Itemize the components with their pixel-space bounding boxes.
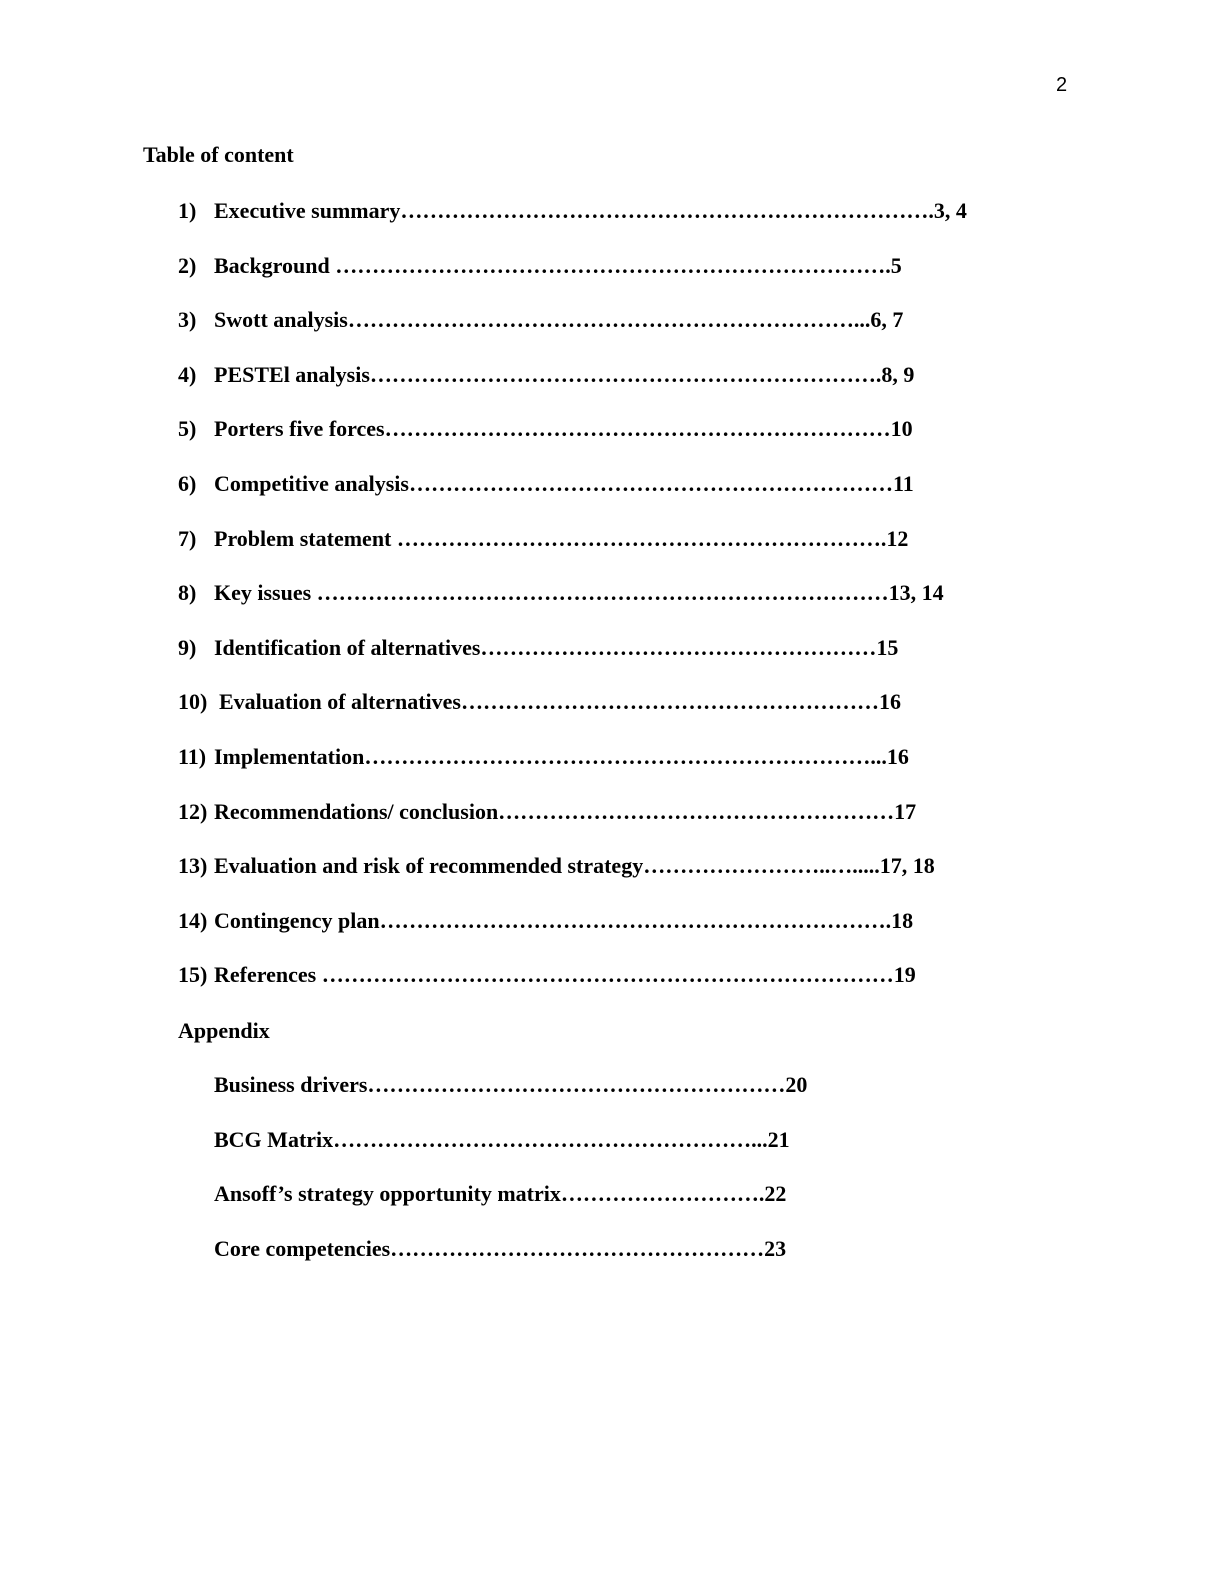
- toc-entry-number: 14): [178, 908, 208, 933]
- toc-title: Table of content: [143, 142, 294, 167]
- toc-entry-text: Problem statement ………………………………………………………….12: [214, 526, 909, 551]
- toc-entry-text: Executive summary……………………………………………………………….3, 4: [214, 198, 967, 223]
- toc-entry-number: 4): [178, 362, 197, 387]
- toc-entry-number: 2): [178, 253, 197, 278]
- toc-entry-number: 6): [178, 471, 197, 496]
- appendix-entry-text: BCG Matrix…………………………………………………...21: [214, 1127, 790, 1152]
- toc-entry-text: Swott analysis……………………………………………………………...6, 7: [214, 307, 904, 332]
- toc-entry-text: References ……………………………………………………………………19: [214, 962, 916, 987]
- toc-entry-number: 11): [178, 744, 207, 769]
- page-number: 2: [1056, 74, 1068, 96]
- appendix-entry-text: Ansoff’s strategy opportunity matrix……………………….22: [214, 1181, 787, 1206]
- toc-entry-text: Background ………………………………………………………………….5: [214, 253, 902, 278]
- toc-entry-text: Contingency plan…………………………………………………………….18: [214, 908, 914, 933]
- toc-entry-number: 9): [178, 635, 197, 660]
- toc-entry-number: 8): [178, 580, 197, 605]
- toc-entry-text: Porters five forces……………………………………………………………10: [214, 416, 913, 441]
- toc-entry-number: 7): [178, 526, 197, 551]
- toc-entry-text: Competitive analysis…………………………………………………………11: [214, 471, 914, 496]
- toc-entry-number: 1): [178, 198, 197, 223]
- toc-entry-text: Identification of alternatives………………………………………………15: [214, 635, 899, 660]
- appendix-entry-text: Business drivers…………………………………………………20: [214, 1072, 808, 1097]
- toc-entry-number: 12): [178, 799, 208, 824]
- toc-entry-text: Implementation……………………………………………………………...16: [214, 744, 909, 769]
- toc-entry-number: 5): [178, 416, 197, 441]
- toc-entry-number: 3): [178, 307, 197, 332]
- toc-entry-text: Evaluation of alternatives…………………………………………………16: [219, 689, 901, 714]
- toc-entry-number: 15): [178, 962, 208, 987]
- toc-entry-text: Key issues ……………………………………………………………………13, 14: [214, 580, 944, 605]
- toc-entry-text: Recommendations/ conclusion………………………………………………17: [214, 799, 917, 824]
- toc-entry-number: 13): [178, 853, 208, 878]
- toc-entry-text: Evaluation and risk of recommended strategy……………………..….....17, 18: [214, 853, 935, 878]
- appendix-heading: Appendix: [178, 1018, 270, 1043]
- toc-entry-text: PESTEl analysis…………………………………………………………….8, 9: [214, 362, 915, 387]
- toc-entry-number: 10): [178, 689, 208, 714]
- appendix-entry-text: Core competencies……………………………………………23: [214, 1236, 787, 1261]
